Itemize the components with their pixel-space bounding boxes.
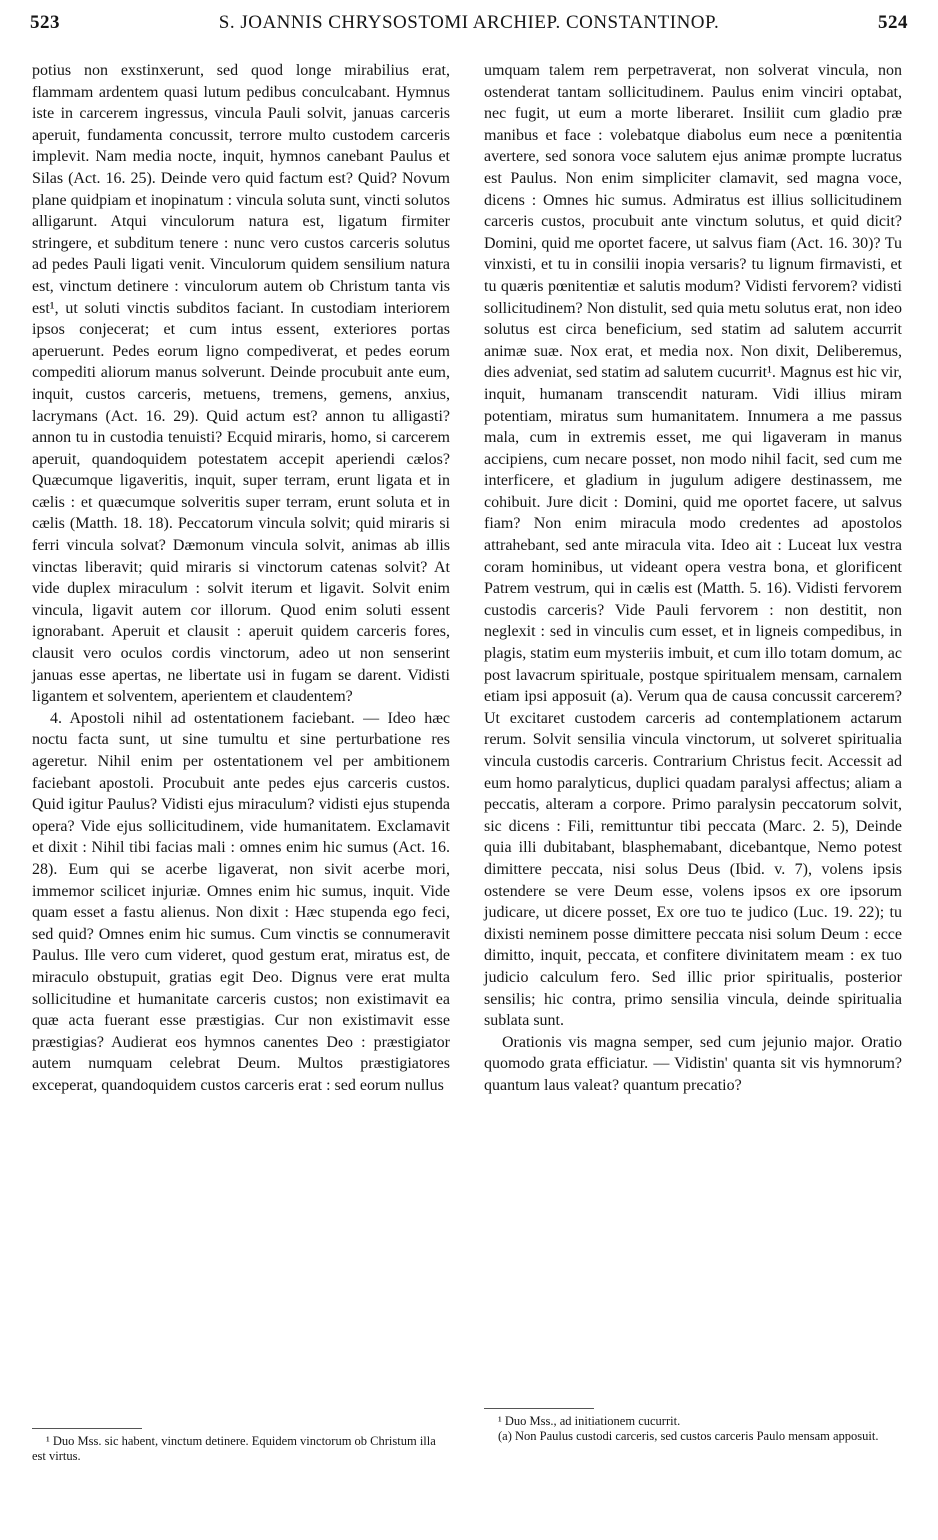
footnotes-left	[32, 1434, 450, 1464]
right-column	[484, 60, 902, 1097]
left-paragraph-2: 4. Apostoli nihil ad ostentationem faciebant. — Ideo hæc noctu facta sunt, ut sine tumultu et sine perturbatione res ageretur. Nihil enim per ostentationem vel per ambitionem faciebant apostoli. Procubuit ante pedes ejus carceris custos. Quid igitur Paulus? Vidisti ejus miraculum? vidisti ejus stupenda opera? Vide ejus sollicitudinem, vide humanitatem. Exclamavit et dixit : Nihil tibi facias mali : omnes enim hic sumus (Act. 16. 28). Eum qui se acerbe ligaverat, non sivit acerbe mori, immemor scilicet injuriæ. Omnes enim hic sumus, inquit. Vide quam esset a fastu alienus. Non dixit : Hæc stupenda ego feci, sed quid? Omnes enim hic sumus. Cum vinctis se connumeravit Paulus. Ille vero cum videret, quod gestum erat, miratus est, de miraculo obstupuit, gratias egit Deo. Dignus vere erat multa sollicitudine et humanitate carceris custos; non existimavit ea quæ acta fuerant esse præstigias. Cur non existimavit esse præstigias? Audierat eos hymnos canentes Deo : præstigiator autem numquam celebrat Deum. Multos præstigiatores exceperat, quandoquidem custos carceris erat : sed eorum nullus	[32, 709, 450, 1094]
footnote-left-1: ¹ Duo Mss. sic habent, vinctum detinere. Equidem vinctorum ob Christum illa est virtus.	[32, 1434, 436, 1463]
page-number-right: 524	[878, 12, 908, 33]
right-paragraph-1: umquam talem rem perpetraverat, non solverat vincula, non ostenderat tantam sollicitudinem. Paulus enim vinciri optabat, nec fugit, ut eum a morte liberaret. Insiliit cum gladio præ manibus et face : volebatque diabolus eum nece a pœnitentia avertere, sed sonora voce salutem ejus animæ prompte lucratus est Paulus. Non enim simpliciter clamavit, sed magna voce, dicens : Omnes hic sumus. Admiratus est illius sollicitudinem carceris custos, procubuit ante vinctum solutus, et quid dicit? Domini, quid me oportet facere, ut salvus fiam (Act. 16. 30)? Tu vinxisti, et tu in consilii inopia versaris? tu lignum firmavisti, et tu quæris pœnitentiæ et salutis modum? Vidisti fervorem? vidisti sollicitudinem? Non distulit, sed quia metu solutus erat, non ideo solutus est circa beneficium, sed statim ad salutem accurrit animæ suæ. Nox erat, et media nox. Non dixit, Deliberemus, dies adveniat, sed statim ad salutem cucurrit¹. Magnus est hic vir, inquit, humanam transcendit naturam. Vidi illius miram potentiam, miratus sum humanitatem. Innumera a me passus mala, cum in extremis esset, me qui ligaveram in manus accipiens, cum necare posset, non modo nihil facit, sed cum me interficere, et gladium in jugulum adigere destinassem, me cohibuit. Jure dicit : Domini, quid me oportet facere, ut salvus fiam? Non enim miracula modo credentes ad apostolos attrahebant, sed ante miracula vita. Ideo ait : Luceat lux vestra coram hominibus, ut videant opera vestra bona, et glorificent Patrem vestrum, qui in cælis est (Matth. 5. 16). Vidisti fervorem custodis carceris? Vide Pauli fervorem : non destitit, non neglexit : sed in vinculis cum esset, et in ligneis compedibus, in plagis, statim eum mysteriis imbuit, et cum illo totam domum, ac post lavacrum spirituale, postque spiritualem mensam, carnalem etiam ipsi apposuit (a). Verum qua de causa concussit carcerem? Ut excitaret custodem carceris ad contemplationem actarum rerum. Solvit sensilia vincula vinctorum, ut solveret spiritualia vincula custodis carceris. Contrarium Christus fecit. Accessit ad eum homo paralyticus, duplici quadam paralysi affectus; aliam a peccatis, alteram a corpore. Primo paralysin peccatorum solvit, sic dicens : Fili, remittuntur tibi peccata (Marc. 2. 5), Deinde quia illi dubitabant, blasphemabant, dicebantque, Nemo potest dimittere peccata, nisi solus Deus (Ibid. v. 7), volens ipsis ostendere se vere Deum esse, volens ipsos ex ore ipsorum judicare, ut dicere posset, Ex ore tuo te judico (Luc. 19. 22); tu dixisti neminem posse dimittere peccata nisi solum Deum : ecce dimitto, inquit, peccata, et confitere divinitatem meam : ex tuo judicio calculum fero. Sed illic prior spiritualis, posterior sensilis; hic contra, primo sensilia vincula, deinde spiritualia sublata sunt.	[484, 62, 902, 1030]
footnotes-right	[484, 1414, 902, 1444]
running-title: S. JOANNIS CHRYSOSTOMI ARCHIEP. CONSTANTINOP.	[218, 12, 720, 33]
page-number-left: 523	[30, 12, 60, 33]
footnote-rule-right	[484, 1408, 594, 1409]
left-paragraph-1: potius non exstinxerunt, sed quod longe mirabilius erat, flammam ardentem quasi lutum pedibus conculcabant. Hymnus iste in carcerem ingressus, vincula Pauli solvit, januas carceris aperuit, fundamenta concussit, terrore multo custodem carceris implevit. Nam media nocte, inquit, hymnos canebant Paulus et Silas (Act. 16. 25). Deinde vero quid factum est? Quid? Novum plane quidpiam et inopinatum : vincula soluta sunt, vincti solutos alligarunt. Atqui vinculorum natura est, ligatum firmiter stringere, et subditum tenere : nunc vero custos carceris solutus ad pedes Pauli ligati venit. Vinculorum quidem sensilium natura est, vinctum detinere : vinculorum autem ob Christum tanta vis est¹, ut soluti vinctis subditos faciant. In custodiam interiorem ipsos conjecerat; et cum intus essent, exteriores portas aperuerunt. Pedes eorum ligno compediverat, et pedes eorum compediti aliorum manus solverunt. Deinde procubuit ante eum, inquit, custos carceris, metuens, tremens, gemens, anxius, lacrymans (Act. 16. 29). Quid actum est? annon tu alligasti? annon tu in custodia tenuisti? Ecquid miraris, homo, si carcerem aperuit, quandoquidem potestatem accepit aperiendi cælos? Quæcumque ligaveritis, inquit, super terram, erunt ligata et in cælis : et quæcumque solveritis super terram, erunt soluta et in cælis (Matth. 18. 18). Peccatorum vincula solvit; quid miraris si ferri vincula solvat? Dæmonum vincula solvit, animas ab illis vinctas liberavit; quid miraris si vinctorum catenas solvit? At vide duplex miraculum : solvit iterum et ligavit. Solvit enim vincula, ligavit autem cor illorum. Quod enim soluti essent ignorabant. Aperuit et clausit : aperuit quidem carceris fores, clausit vero oculos cordis vinctorum, adeo ut non senserint januas esse apertas, ne libertate usi in fugam se darent. Vidisti ligantem et solventem, aperientem et claudentem?	[32, 62, 450, 706]
footnote-right-1: ¹ Duo Mss., ad initiationem cucurrit.	[498, 1414, 681, 1428]
footnote-right-2: (a) Non Paulus custodi carceris, sed custos carceris Paulo mensam apposuit.	[498, 1429, 879, 1443]
footnote-rule-left	[32, 1428, 142, 1429]
left-column	[32, 60, 450, 1097]
running-header	[30, 12, 908, 44]
right-paragraph-2: Orationis vis magna semper, sed cum jejunio major. Oratio quomodo grata efficiatur. — Vidistin' quanta sit vis hymnorum? quantum laus valeat? quantum precatio?	[484, 1033, 902, 1094]
